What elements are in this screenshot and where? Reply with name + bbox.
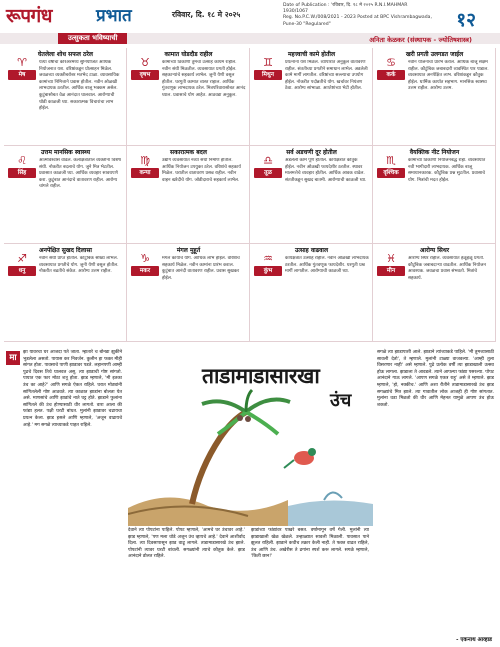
horoscope-text: मंगल कार्याचे योग. आर्थिक लाभ होईल. वरिष्ठांचे सहकार्य मिळेल. नवीन कामांना प्रारंभ कराल. कुटुंबात आनंदी वातावरण राहील. प्रवास सुखकर होईल.: [162, 256, 240, 281]
horoscope-grid: [4, 48, 496, 342]
horoscope-title: उत्साह वाढवाल: [294, 247, 329, 254]
story-column-4: सगळे त्या झाडापाशी आले. झाडाने त्यांच्याकडे पाहिले. 'मी तुमच्यासाठी सावली देतो', ते म्हणाले. मुलांनी टाळ्या वाजवल्या. 'आम्ही तुला विसरणार नाही' असे म्हणाले. पुढे प्रत्येक वर्षी त्या झाडाखाली उत्सव होऊ लागला. झाडाला ते आवडले. त्याने आपल्या फांद्या पसरल्या. पोपट आनंदाने गाऊ लागले. 'आपण सगळे एकत्र राहू' असे ते म्हणाले. झाड म्हणाले, 'हो, नक्कीच.' आणि अशा रीतीने ताडामाडासारखे उंच झाड सगळ्यांचे मित्र झाले. त्या गावातील लोक आजही ही गोष्ट सांगतात. मुलांना धडा मिळतो की धीर आणि मेहनत यामुळे आपण उंच होऊ शकतो.: [377, 350, 494, 408]
pisces-icon: ♓: [386, 252, 396, 265]
cliff-shape: [128, 497, 288, 526]
horoscope-card: [127, 48, 250, 146]
horoscope-card: [373, 146, 496, 244]
drop-cap: मा: [6, 351, 20, 365]
horoscope-title: वैयक्तिक नीट नियोजन: [409, 149, 460, 156]
gemini-icon: ♊: [263, 56, 273, 69]
horoscope-title: घेतलेला शोध सफल ठरेल: [37, 51, 93, 58]
story-column-1-text: झा यावरचा घर आजदा पते जाता. म्हातारे च बोनडा झुकीने भुडलेला असतो. पायास कर निवर्जन. कुलीन हा फक्त मीही सांगत होता. पावसाचे पाणी झाडावर पडते. लहानपणी आम्ही पुढचे दिवस तिथे घालवत असू. त्या झाडाची गोष्ट सांगतो. पायात एक फार मोठा शत्रू होता. झाड म्हणाले, 'मी इतका उंच का आहे?' आणि सगळे ऐकत राहिले. घरात मोठ्यांनी सांगितलेली गोष्ट आठवते. त्या काळात झाडांना बोलता येत असे. माणसांचे आणि झाडांचे नाते घट्ट होते. झाडाने फुलांना सांगितले की उंच होण्यासाठी धीर लागतो. वारा आला की फांद्या हलत. पक्षी घरटी बांधत. मुलांनी झाडावर चढायचा प्रयत्न केला. झाड हसले आणि म्हणाले, 'अजून वाढायचे आहे.' मग सगळे त्याच्याकडे पाहत राहिले.: [23, 350, 122, 428]
story-column-3: झाडांच्या फांद्यांवर पाखरे बसत. वर्षामागून वर्षे गेली. मुलांनी त्या झाडाखाली खेळ खेळले. उन्हाळ्यात सावली मिळाली. पावसात पाने झुलत राहिली. झाडाने कधीच तक्रार केली नाही. ते फक्त वाढत राहिले, उंच आणि उंच. अखेरीस ते ढगांना स्पर्श करू लागले. सगळे म्हणाले, 'किती छान!': [251, 528, 369, 560]
horoscope-card: [250, 48, 373, 146]
virgo-icon: ♍: [140, 154, 150, 167]
zodiac-sign-label: धनु: [8, 266, 36, 276]
scorpio-icon: ♏: [386, 154, 396, 167]
horoscope-text: उद्योग व्यवसायात नव्या संधी निर्माण होतील. आर्थिक नियोजन उपयुक्त ठरेल. वरिष्ठांचे सहकार्य मिळेल. घरातील वातावरण प्रसन्न राहील. नवीन वाहन खरेदीचे योग. जोडीदाराचे सहकार्य लाभेल.: [162, 158, 241, 183]
pub-info-line-1: Date of Publication : 'रविवार, दि. १८ मे २०२५ R.N.I.MAHMAR 1930/1067: [283, 3, 408, 15]
story-byline: - एकनाथ आव्हाड: [456, 637, 492, 643]
publication-info: [283, 3, 433, 28]
masthead: [0, 0, 500, 33]
aries-icon: ♈: [17, 56, 27, 69]
page-number: १२: [456, 9, 476, 31]
taurus-icon: ♉: [140, 56, 150, 69]
zodiac-sign-label: वृषभ: [131, 70, 159, 80]
horoscope-card: [250, 146, 373, 244]
horoscope-card: [127, 244, 250, 342]
horoscope-text: आरोग्य स्थिर राहील. व्यवसायात हळूहळू प्रगती. कौटुंबिक जबाबदाऱ्या वाढतील. आर्थिक नियोजन आवश्यक. जवळचा प्रवास संभवतो. मित्रांचे सहकार्य.: [408, 256, 486, 281]
zodiac-sign-label: कर्क: [377, 70, 405, 80]
sagittarius-icon: ♐: [17, 252, 27, 265]
horoscope-title: महत्त्वाची कामे होतील: [287, 51, 336, 58]
horoscope-card: [127, 146, 250, 244]
palm-leaf-3: [218, 412, 246, 434]
parrot-head: [308, 448, 316, 456]
palm-leaf-4: [246, 412, 278, 434]
zodiac-sign-label: कुंभ: [254, 266, 282, 276]
horoscope-card: [373, 48, 496, 146]
zodiac-sign-label: तूळ: [254, 168, 282, 178]
coconut-2: [245, 416, 251, 422]
horoscope-title: उत्तम मानसिक स्वास्थ्य: [40, 149, 91, 156]
horoscope-title: सर्व अडचणी दूर होतील: [286, 149, 337, 156]
horoscope-title: मंगल मुहूर्त: [176, 247, 201, 254]
horoscope-text: नवीन योजनांचा प्रारंभ कराल. आर्थिक बाजू सक्षम राहील. कौटुंबिक जबाबदारी व्यवस्थित पार पाडाल. व्यवसायात अनपेक्षित लाभ. वरिष्ठांकडून कौतुक होईल. धार्मिक कार्यात सहभाग. मानसिक स्वास्थ्य उत्तम राहील. आरोग्य उत्तम.: [408, 60, 489, 92]
zodiac-sign-label: सिंह: [8, 168, 36, 178]
palm-trunk: [192, 412, 246, 504]
cancer-icon: ♋: [386, 56, 396, 69]
horoscope-text: कामाच्या ठिकाणी नियोजनबद्ध राहा. व्यवसायात नवी भागीदारी लाभदायक. आर्थिक बाजू समाधानकारक. कौटुंबिक प्रश्न सुटतील. प्रवासाचे योग. मित्रांची मदत होईल.: [408, 158, 486, 183]
palm-leaf-1: [202, 401, 246, 412]
zodiac-sign-label: मिथुन: [254, 70, 282, 80]
horoscope-title: सकारात्मक बदल: [170, 149, 207, 156]
story-section: [0, 346, 500, 647]
wave-mark: [324, 492, 342, 500]
story-headline-2: उंच: [330, 390, 352, 411]
horoscope-card: [250, 244, 373, 342]
horoscope-text: कार्यक्षेत्रात उत्साह राहील. नवीन ओळखी लाभदायक ठरतील. आर्थिक गुंतवणूक फायदेशीर. घरगुती प्रश्न मार्गी लागतील. आरोग्याची काळजी घ्या.: [285, 256, 369, 275]
zodiac-sign-label: मीन: [377, 266, 405, 276]
zodiac-sign-label: मकर: [131, 266, 159, 276]
zodiac-sign-label: कन्या: [131, 168, 159, 178]
horoscope-card: [4, 244, 127, 342]
palm-leaf-2: [246, 400, 290, 412]
zodiac-sign-label: वृश्चिक: [377, 168, 405, 178]
horoscope-text: कामाच्या ठिकाणी तुमचा उत्साह कायम राहील. नवीन संधी मिळतील. व्यवसायात प्रगती होईल. सहकाऱ्यांचे सहकार्य लाभेल. जुनी येणी वसूल होतील. घरगुती कामात व्यस्त राहाल. आर्थिक गुंतवणूक लाभदायक ठरेल. मित्रपरिवारासोबत आनंद घ्याल. प्रवासाचे योग आहेत. आठवडा अनुकूल.: [162, 60, 246, 98]
column-author: अनिता केळकर (संस्थापक - ज्योतिषशास्त्र): [369, 36, 472, 44]
horoscope-card: [4, 146, 127, 244]
capricorn-icon: ♑: [140, 252, 150, 265]
section-title: उत्सुकता भविष्याची: [58, 33, 127, 44]
coconut-1: [237, 415, 243, 421]
horoscope-title: कामात घोडदौड राहील: [164, 51, 213, 58]
horoscope-card: [373, 244, 496, 342]
horoscope-title: अनपेक्षित सुखद दिलासा: [39, 247, 92, 254]
logo-secondary: प्रभात: [96, 6, 132, 26]
parrot-tail: [284, 460, 294, 468]
horoscope-text: प्रयत्नांना यश मिळेल. व्यापारात अनुकूल वातावरण राहील. संततीच्या प्रगतीने समाधान लाभेल. अडलेली कामे मार्गी लागतील. वरिष्ठांच्या सल्ल्याचा उपयोग होईल. नोकरीत पदोन्नतीचे योग. खर्चावर नियंत्रण ठेवा. आरोग्य सांभाळा. आप्तेष्टांच्या भेटी होतील.: [285, 60, 368, 92]
horoscope-title: खरी प्रगती उलगडत जाईल: [405, 51, 464, 58]
horoscope-text: अडलेली कामे पूर्ण होतील. कार्यक्षेत्रात कौतुक होईल. नवीन ओळखी फायदेशीर ठरतील. स्थावर मालमत्तेचे व्यवहार होतील. आर्थिक आवक वाढेल. संततीकडून सुखद बातमी. आरोग्याची काळजी घ्या.: [285, 158, 367, 183]
libra-icon: ♎: [263, 154, 273, 167]
zodiac-sign-label: मेष: [8, 70, 36, 80]
leo-icon: ♌: [17, 154, 27, 167]
issue-date: रविवार, दि. १८ मे २०२५: [172, 10, 241, 19]
aquarius-icon: ♒: [263, 252, 273, 265]
water-shape: [288, 500, 373, 526]
horoscope-text: येत्या वर्षीचा करिअरमध्ये सुनियोजित आर्थिक नियोजनात यश. वरिष्ठांकडून प्रोत्साहन मिळेल. जवळच्या व्यक्तीबरोबर मतभेद टाळा. व्यावसायिक कामांच्या निमित्ताने प्रवास होतील. नवीन ओळखी लाभदायक ठरतील. आर्थिक बाजू भक्कम असेल. कुटुंबासोबत वेळ आनंदात घालवाल. आरोग्याची थोडी काळजी घ्या. सकारात्मक विचारांचा लाभ होईल.: [39, 60, 120, 112]
horoscope-text: आत्मविश्वास वाढेल. कलाक्षेत्रातील व्यक्तींना विशेष संधी. नोकरीत बदलाचे योग. जुने मित्र भेटतील. प्रवासात काळजी घ्या. आर्थिक व्यवहार सावधपणे करा. कुटुंबात आनंदाचे वातावरण राहील. आरोग्य चांगले राहील.: [39, 158, 121, 190]
palm-tree-illustration: [128, 388, 373, 526]
story-headline: ताडामाडासारखा: [202, 364, 320, 388]
pub-info-line-2: Reg. No.P.C.W./008/2021 - 2023 Posted at BPC Vishrambagwada, Pune-30 "Regulared": [283, 15, 432, 27]
horoscope-title: आरोग्य सिथर: [419, 247, 450, 254]
story-column-1: [6, 350, 122, 640]
horoscope-card: [4, 48, 127, 146]
story-column-2: देवाने त्या पोपटांना पाहिले. पोपट म्हणाले, 'आमचे घर उंचावर आहे.' झाड म्हणाले, 'पण मला थोडे अजून उंच व्हायचे आहे.' देवाने आशीर्वाद दिला. त्या दिवसापासून झाड वाढू लागले. ताडामाडासारखे उंच झाले. पोपटांनी त्यावर घरटी बांधली. सगळ्यांनी त्याचे कौतुक केले. झाड आनंदाने डोलत राहिले.: [128, 528, 245, 560]
logo-primary: रूपगंध: [6, 5, 52, 27]
horoscope-text: नवीन संधी प्राप्त होतील. कौटुंबिक सौख्य लाभेल. व्यवसायात प्रगतीचे योग. जुनी येणी वसूल होतील. नोकरीत बढतीचे संकेत. आरोग्य उत्तम राहील.: [39, 256, 119, 275]
